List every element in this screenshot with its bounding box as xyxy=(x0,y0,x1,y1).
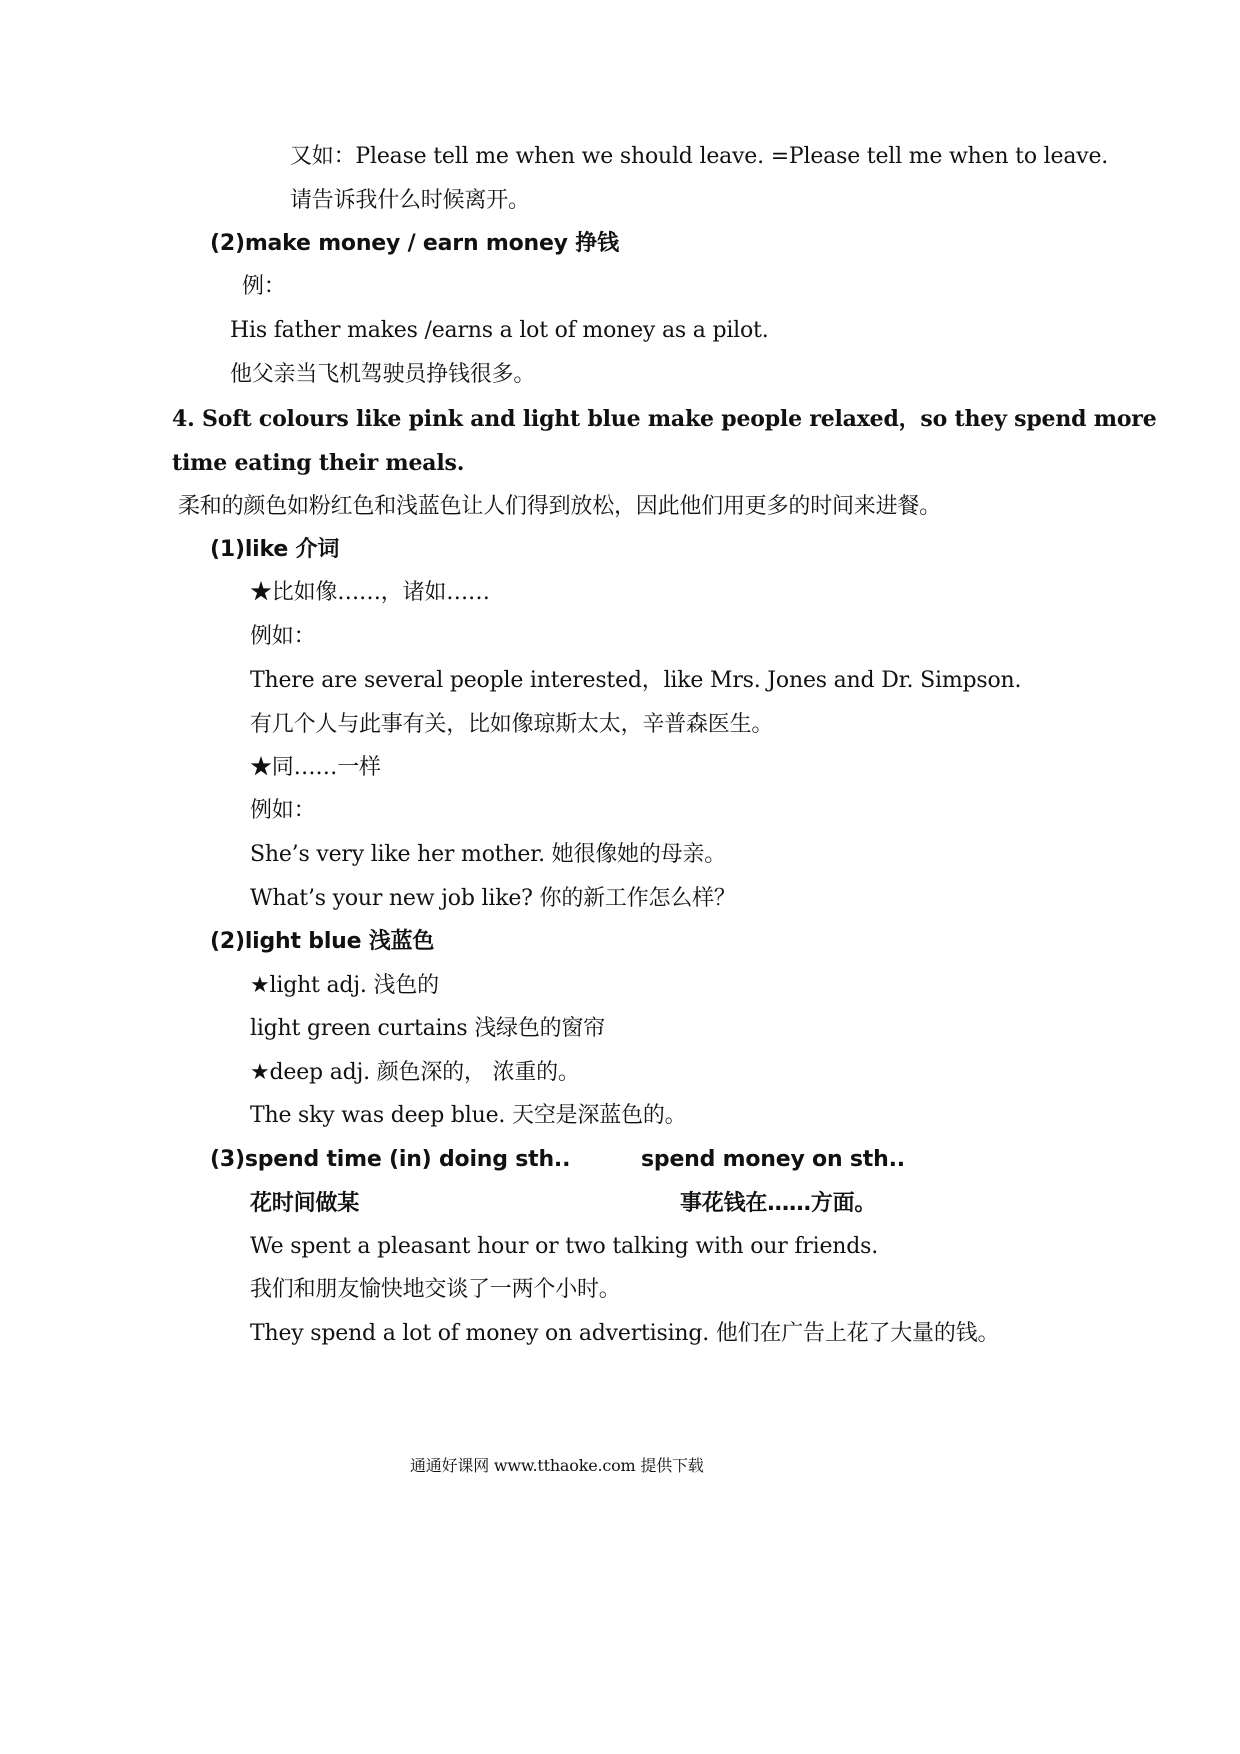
example-translation: 有几个人与此事有关，比如像琼斯太太，辛普森医生。 xyxy=(250,712,774,737)
example-translation: 我们和朋友愉快地交谈了一两个小时。 xyxy=(250,1277,621,1302)
subheading-translation: 花时间做某 xyxy=(250,1191,360,1216)
meaning-bullet: ★deep adj. 颜色深的， 浓重的。 xyxy=(250,1060,580,1085)
example-label: 例： xyxy=(242,274,286,299)
subheading: (2)light blue 浅蓝色 xyxy=(210,929,435,954)
section-translation: 柔和的颜色如粉红色和浅蓝色让人们得到放松，因此他们用更多的时间来进餐。 xyxy=(178,494,942,519)
subheading-second-column: spend money on sth.. xyxy=(641,1147,905,1172)
subheading: (2)make money / earn money 挣钱 xyxy=(210,231,619,256)
example-sentence: They spend a lot of money on advertising. 他们在广告上花了大量的钱。 xyxy=(250,1321,1000,1346)
meaning-bullet: ★比如像……，诸如…… xyxy=(250,580,490,605)
example-translation: 他父亲当飞机驾驶员挣钱很多。 xyxy=(230,362,536,387)
subheading: (3)spend time (in) doing sth.. xyxy=(210,1147,571,1172)
example-sentence: She’s very like her mother. 她很像她的母亲。 xyxy=(250,842,727,867)
section-heading-continued: time eating their meals. xyxy=(172,450,465,476)
section-heading: 4. Soft colours like pink and light blue make people relaxed，so they spend more xyxy=(172,406,1157,432)
page-footer: 通通好课网 www.tthaoke.com 提供下载 xyxy=(410,1456,704,1475)
example-sentence: His father makes /earns a lot of money as a pilot. xyxy=(230,318,769,343)
example-phrase: light green curtains 浅绿色的窗帘 xyxy=(250,1016,606,1041)
example-label: 例如： xyxy=(250,624,316,649)
example-translation: 请告诉我什么时候离开。 xyxy=(290,188,530,213)
meaning-bullet: ★light adj. 浅色的 xyxy=(250,973,439,998)
meaning-bullet: ★同……一样 xyxy=(250,755,381,780)
example-label: 例如： xyxy=(250,798,316,823)
subheading-translation-second-column: 事花钱在……方面。 xyxy=(680,1191,877,1216)
example-sentence: We spent a pleasant hour or two talking with our friends. xyxy=(250,1234,879,1259)
example-sentence: 又如：Please tell me when we should leave. =Please tell me when to leave. xyxy=(290,144,1109,169)
example-sentence: There are several people interested，like Mrs. Jones and Dr. Simpson. xyxy=(250,668,1022,693)
example-sentence: What’s your new job like? 你的新工作怎么样？ xyxy=(250,886,736,911)
example-sentence: The sky was deep blue. 天空是深蓝色的。 xyxy=(250,1103,687,1128)
subheading: (1)like 介词 xyxy=(210,537,340,562)
